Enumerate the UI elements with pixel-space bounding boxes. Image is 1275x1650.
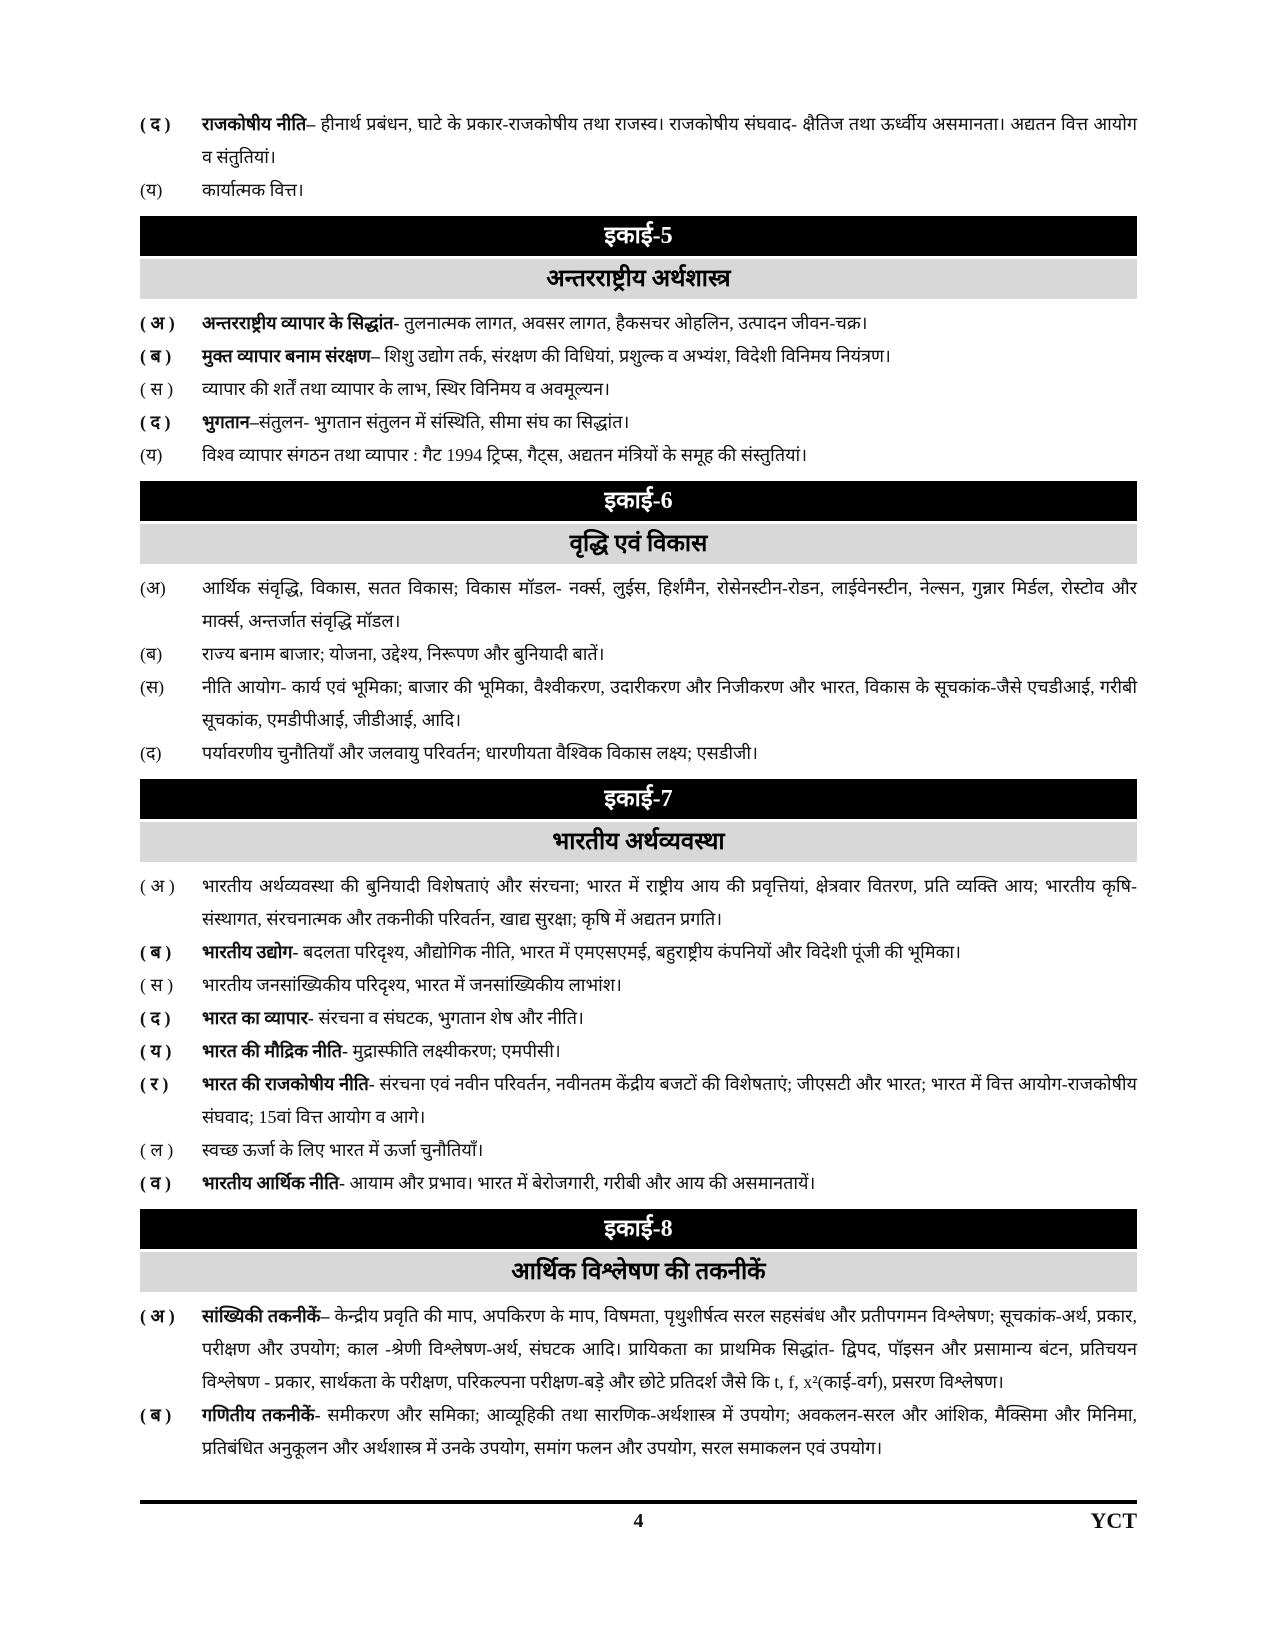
syllabus-item [140,638,1137,671]
unit-header-bar: इकाई-6 [140,481,1137,521]
unit-header-bar: इकाई-7 [140,779,1137,819]
item-body-text: व्यापार की शर्तें तथा व्यापार के लाभ, स्थिर विनिमय व अवमूल्यन। [202,379,610,399]
syllabus-section [140,481,1137,770]
syllabus-section [140,216,1137,472]
item-text [202,1300,1137,1399]
item-text [202,737,1137,770]
syllabus-section [140,779,1137,1200]
item-body-text: केन्द्रीय प्रवृति की माप, अपकिरण के माप, विषमता, पृथुशीर्षत्व सरल सहसंबंध और प्रतीपगमन विश्लेषण; सूचकांक-अर्थ, प्रकार, परीक्षण और उपयोग; काल -श्रेणी विश्लेषण-अर्थ, संघटक आदि। प्रायिकता का प्राथमिक सिद्धांत- द्विपद, पॉइसन और प्रसामान्य बंटन, प्रतिचयन विश्लेषण - प्रकार, सार्थकता के परीक्षण, परिकल्पना परीक्षण-बड़े और छोटे प्रतिदर्श जैसे कि t, f, x²(काई-वर्ग), प्रसरण विश्लेषण। [202,1306,1137,1392]
item-text [202,1134,1137,1167]
subject-header-bar: आर्थिक विश्लेषण की तकनीकें [140,1252,1137,1292]
syllabus-item [140,969,1137,1002]
item-text [202,439,1137,472]
item-label: (य) [140,180,163,200]
item-text [202,671,1137,737]
item-body-text: संतुलन- भुगतान संतुलन में संस्थिति, सीमा संघ का सिद्धांत। [258,412,630,432]
section-items [140,108,1137,207]
item-label: (ब) [140,644,163,664]
item-body-text: भारतीय अर्थव्यवस्था की बुनियादी विशेषताएं और संरचना; भारत में राष्ट्रीय आय की प्रवृत्तियां, क्षेत्रवार वितरण, प्रति व्यक्ति आय; भारतीय कृषि- संस्थागत, संरचनात्मक और तकनीकी परिवर्तन, खाद्य सुरक्षा; कृषि में अद्यतन प्रगति। [202,876,1137,929]
syllabus-item [140,373,1137,406]
syllabus-section [140,1209,1137,1465]
item-body-text: आयाम और प्रभाव। भारत में बेरोजगारी, गरीबी और आय की असमानतायें। [349,1173,816,1193]
item-text [202,969,1137,1002]
page-footer [140,1500,1137,1538]
item-text [202,572,1137,638]
section-items [140,1300,1137,1465]
syllabus-item [140,307,1137,340]
item-bold-lead: भारतीय उद्योग- [202,942,304,962]
item-text [202,406,1137,439]
item-body-text: स्वच्छ ऊर्जा के लिए भारत में ऊर्जा चुनौतियाँ। [202,1140,484,1160]
item-label: ( ब ) [140,942,172,962]
item-body-text: संरचना व संघटक, भुगतान शेष और नीति। [318,1008,584,1028]
item-bold-lead: सांख्यिकी तकनीकें– [202,1306,335,1326]
item-label: ( ल ) [140,1140,174,1160]
item-body-text: समीकरण और समिका; आव्यूहिकी तथा सारणिक-अर्थशास्त्र में उपयोग; अवकलन-सरल और आंशिक, मैक्सिमा और मिनिमा, प्रतिबंधित अनुकूलन और अर्थशास्त्र में उनके उपयोग, समांग फलन और उपयोग, सरल समाकलन एवं उपयोग। [202,1405,1137,1458]
item-label: ( द ) [140,114,171,134]
syllabus-content [140,108,1137,1465]
item-text [202,870,1137,936]
item-label: ( ब ) [140,346,172,366]
item-label: ( अ ) [140,876,175,896]
item-label: ( स ) [140,379,174,399]
item-body-text: संरचना एवं नवीन परिवर्तन, नवीनतम केंद्रीय बजटों की विशेषताएं; जीएसटी और भारत; भारत में वित्त आयोग-राजकोषीय संघवाद; 15वां वित्त आयोग व आगे। [202,1074,1137,1127]
syllabus-item [140,1134,1137,1167]
syllabus-item [140,1035,1137,1068]
item-bold-lead: भारत का व्यापार- [202,1008,319,1028]
item-body-text: तुलनात्मक लागत, अवसर लागत, हैकसचर ओहलिन, उत्पादन जीवन-चक्र। [404,313,868,333]
item-text [202,307,1137,340]
item-body-text: आर्थिक संवृद्धि, विकास, सतत विकास; विकास मॉडल- नर्क्स, लुईस, हिर्शमैन, रोसेनस्टीन-रोडन, लाईवेनस्टीन, नेल्सन, गुन्नार मिर्डल, रोस्टोव और मार्क्स, अन्तर्जात संवृद्धि मॉडल। [202,578,1137,631]
item-body-text: भारतीय जनसांख्यिकीय परिदृश्य, भारत में जनसांख्यिकीय लाभांश। [202,975,622,995]
item-body-text: कार्यात्मक वित्त। [202,180,304,200]
section-items [140,572,1137,770]
syllabus-item [140,671,1137,737]
syllabus-item [140,406,1137,439]
item-text [202,1035,1137,1068]
item-label: ( र ) [140,1074,169,1094]
item-label: ( य ) [140,1041,172,1061]
syllabus-item [140,870,1137,936]
item-body-text: बदलता परिदृश्य, औद्योगिक नीति, भारत में एमएसएमई, बहुराष्ट्रीय कंपनियों और विदेशी पूंजी की भूमिका। [303,942,961,962]
item-label: ( अ ) [140,313,175,333]
item-body-text: विश्व व्यापार संगठन तथा व्यापार : गैट 1994 ट्रिप्स, गैट्स, अद्यतन मंत्रियों के समूह की संस्तुतियां। [202,445,808,465]
item-bold-lead: मुक्त व्यापार बनाम संरक्षण– [202,346,385,366]
subject-header-bar: अन्तरराष्ट्रीय अर्थशास्त्र [140,259,1137,299]
item-bold-lead: भारत की राजकोषीय नीति- [202,1074,380,1094]
section-items [140,307,1137,472]
item-bold-lead: गणितीय तकनीकें- [202,1405,328,1425]
item-label: (द) [140,743,162,763]
item-text [202,174,1137,207]
syllabus-item [140,936,1137,969]
unit-header-bar: इकाई-8 [140,1209,1137,1249]
unit-header-bar: इकाई-5 [140,216,1137,256]
item-text [202,108,1137,174]
item-label: (अ) [140,578,166,598]
item-bold-lead: राजकोषीय नीति– [202,114,321,134]
syllabus-item [140,1068,1137,1134]
syllabus-item [140,737,1137,770]
item-bold-lead: भुगतान– [202,412,259,432]
subject-header-bar: वृद्धि एवं विकास [140,524,1137,564]
item-text [202,340,1137,373]
item-bold-lead: अन्तरराष्ट्रीय व्यापार के सिद्धांत- [202,313,405,333]
syllabus-item [140,439,1137,472]
page-number: 4 [633,1510,644,1532]
item-text [202,936,1137,969]
section-items [140,870,1137,1200]
item-text [202,1399,1137,1465]
subject-header-bar: भारतीय अर्थव्यवस्था [140,822,1137,862]
footer-row [140,1504,1137,1538]
item-bold-lead: भारतीय आर्थिक नीति- [202,1173,350,1193]
item-label: ( अ ) [140,1306,175,1326]
item-body-text: पर्यावरणीय चुनौतियाँ और जलवायु परिवर्तन; धारणीयता वैश्विक विकास लक्ष्य; एसडीजी। [202,743,758,763]
item-body-text: हीनार्थ प्रबंधन, घाटे के प्रकार-राजकोषीय तथा राजस्व। राजकोषीय संघवाद- क्षैतिज तथा ऊर्ध्वीय असमानता। अद्यतन वित्त आयोग व संतुतियां। [202,114,1138,167]
item-label: ( व ) [140,1173,171,1193]
item-label: ( स ) [140,975,174,995]
item-text [202,638,1137,671]
item-body-text: राज्य बनाम बाजार; योजना, उद्देश्य, निरूपण और बुनियादी बातें। [202,644,605,664]
syllabus-item [140,1167,1137,1200]
syllabus-item [140,340,1137,373]
item-body-text: शिशु उद्योग तर्क, संरक्षण की विधियां, प्रशुल्क व अभ्यंश, विदेशी विनिमय नियंत्रण। [384,346,891,366]
item-text [202,1068,1137,1134]
syllabus-item [140,174,1137,207]
item-label: (स) [140,677,165,697]
syllabus-item [140,572,1137,638]
item-text [202,1002,1137,1035]
item-text [202,373,1137,406]
item-bold-lead: भारत की मौद्रिक नीति- [202,1041,353,1061]
syllabus-item [140,1300,1137,1399]
item-label: ( द ) [140,1008,171,1028]
item-label: ( ब ) [140,1405,172,1425]
item-text [202,1167,1137,1200]
publisher-logo: YCT [1090,1508,1137,1533]
item-body-text: मुद्रास्फीति लक्ष्यीकरण; एमपीसी। [352,1041,561,1061]
syllabus-item [140,1399,1137,1465]
syllabus-item [140,1002,1137,1035]
item-body-text: नीति आयोग- कार्य एवं भूमिका; बाजार की भूमिका, वैश्वीकरण, उदारीकरण और निजीकरण और भारत, विकास के सूचकांक-जैसे एचडीआई, गरीबी सूचकांक, एमडीपीआई, जीडीआई, आदि। [202,677,1137,730]
item-label: (य) [140,445,163,465]
item-label: ( द ) [140,412,171,432]
syllabus-section [140,108,1137,207]
syllabus-item [140,108,1137,174]
